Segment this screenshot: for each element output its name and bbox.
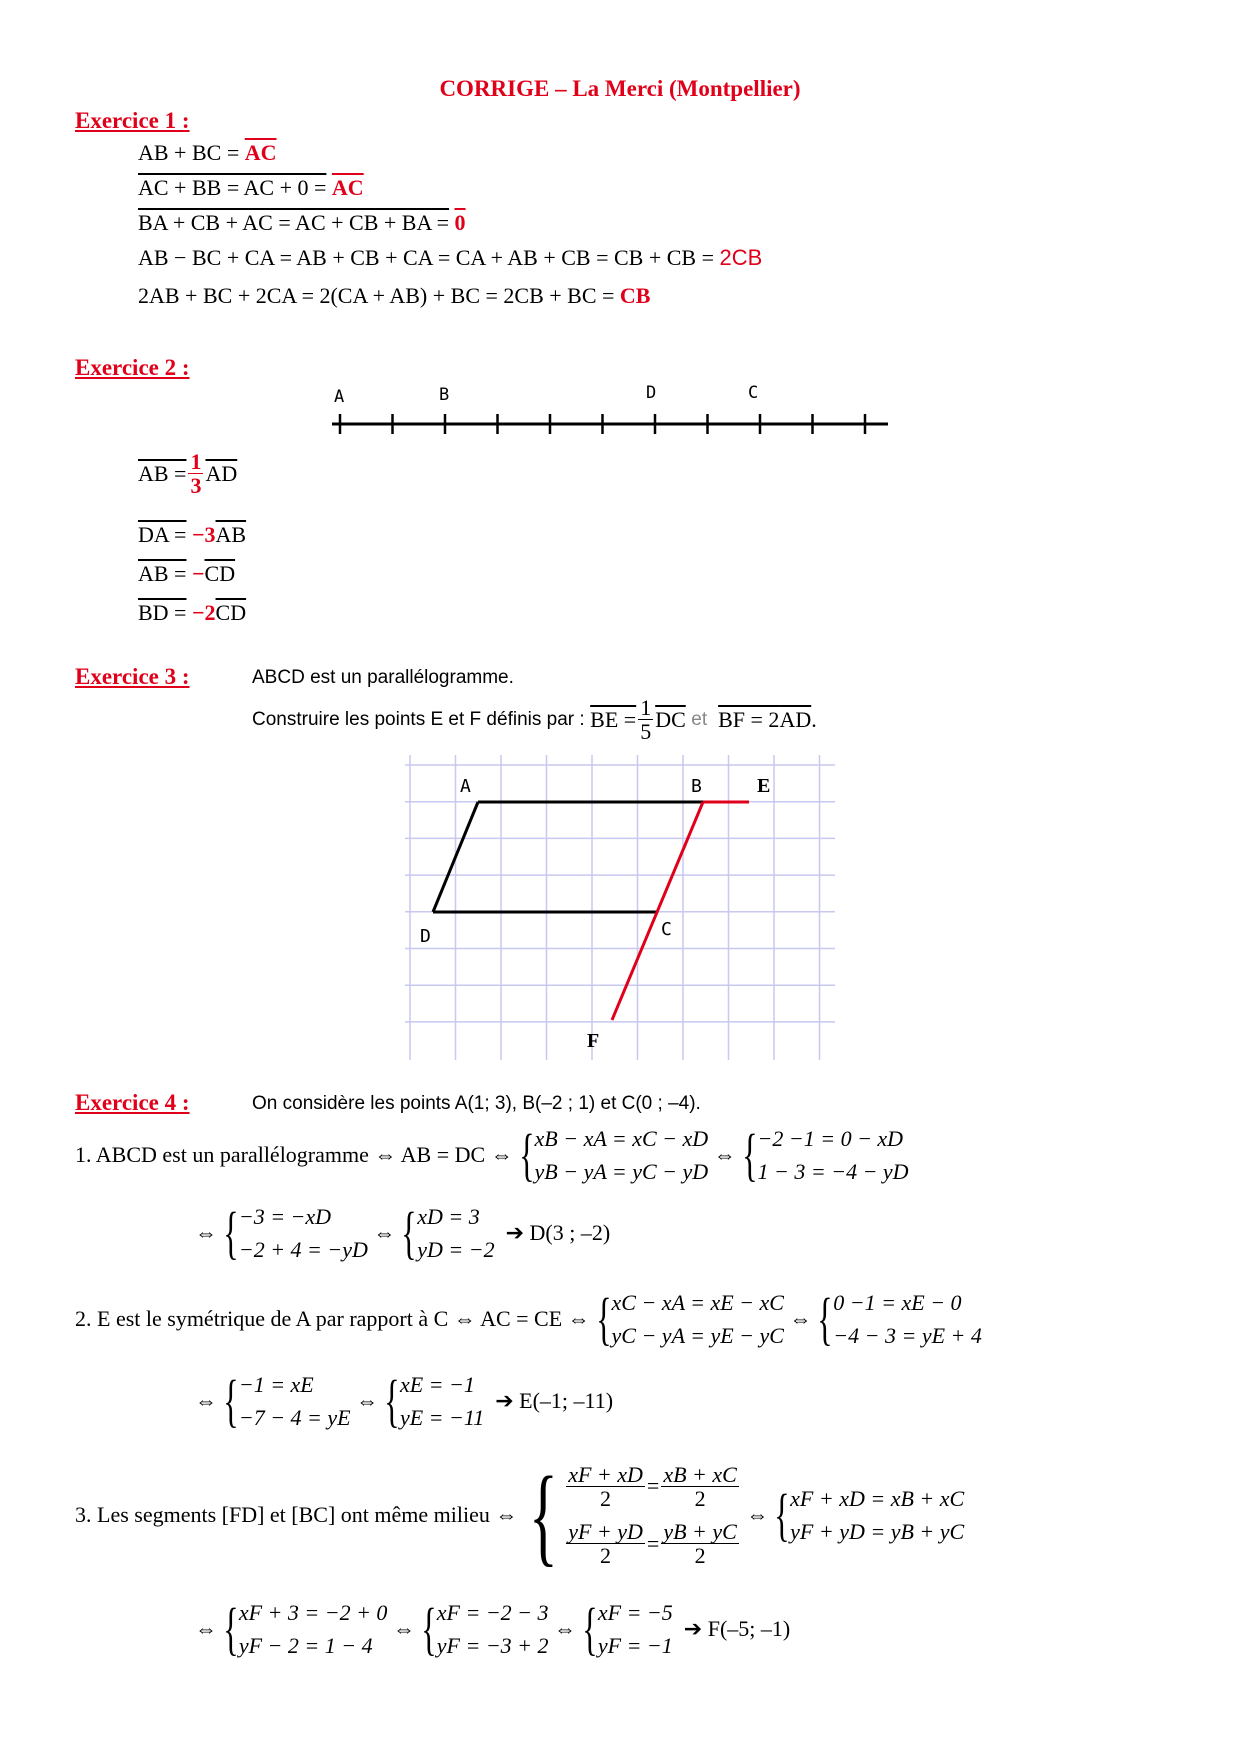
ex1-line-2: AC + BB = AC + $0 = \overline{AC}$ xyxy=(138,175,364,200)
vertex-b-label: B xyxy=(691,776,702,797)
ex4-q2-row2: ⇔ { −1 = xE −7 − 4 = yE ⇔ { xE = −1 yE = −11 ➔ E(–1; –11) xyxy=(195,1368,614,1433)
exercise-4-heading: Exercice 4 : xyxy=(75,1090,190,1115)
point-a-label: A xyxy=(334,387,345,407)
vertex-c-label: C xyxy=(661,919,672,940)
ex4-statement: On considère les points A(1; 3), B(–2 ; 1) et C(0 ; –4). xyxy=(252,1093,701,1114)
exercise-2-heading: Exercice 2 : xyxy=(75,355,190,380)
ex4-q2-row1: 2. E est le symétrique de A par rapport à C ⇔ AC = CE ⇔ { xC − xA = xE − xC yC − yA = yE − yC ⇔ { 0 −1 = xE − 0 −4 − 3 = yE + 4 xyxy=(75,1286,982,1351)
ex1-line-1: AB + BC = $\overline{AC}$ xyxy=(138,140,277,165)
exercise-3-heading: Exercice 3 : xyxy=(75,664,190,689)
point-b-label: B xyxy=(439,385,450,405)
point-f-label: F xyxy=(587,1030,600,1052)
ex4-q1-row2: ⇔ { −3 = −xD −2 + 4 = −yD ⇔ { xD = 3 yD = −2 ➔ D(3 ; –2) xyxy=(195,1200,611,1265)
point-e-label: E xyxy=(757,775,771,797)
ex1-line-4: AB − BC + CA = AB + CB + CA = CA + AB + CB = CB + CB = 2CB xyxy=(138,245,763,270)
ex3-statement: ABCD est un parallélogramme. xyxy=(252,667,514,688)
ex4-q3-row1: 3. Les segments [FD] et [BC] ont même milieu ⇔ { $\frac{xF + xD}{2}$ = $\frac{xB + xC}{2}$ $\frac{yF + yD}{2}$ = $\frac{yB + yC}{2}$ ⇔ { xF + xD = xB + xC yF + yD = yB + yC xyxy=(75,1454,965,1576)
vertex-d-label: D xyxy=(420,926,431,947)
ex4-q1-row1: 1. ABCD est un parallélogramme ⇔ AB = DC ⇔ { xB − xA = xC − xD yB − yA = yC − yD ⇔ { −2 −1 = 0 − xD 1 − 3 = −4 − yD xyxy=(75,1122,909,1187)
ex3-construct: Construire les points E et F définis par : BE = $\frac{1}{5}$ $\overline{DC}$ et BF = 2 $\overline{AD}$ . xyxy=(252,695,817,745)
page-title: CORRIGE – La Merci (Montpellier) xyxy=(439,76,801,101)
ex2-line-2: DA = $-3\overline{AB}$ xyxy=(138,522,247,547)
number-line xyxy=(320,380,900,440)
ex2-line-4: BD = $-2\overline{CD}$ xyxy=(138,600,247,625)
ex4-q3-row2: ⇔ { xF + 3 = −2 + 0 yF − 2 = 1 − 4 ⇔ { xF = −2 − 3 yF = −3 + 2 ⇔ { xF = −5 yF = −1 ➔ F(–5; –1) xyxy=(195,1596,791,1661)
exercise-1-heading: Exercice 1 : xyxy=(75,108,190,133)
ex1-line-3: BA + CB + AC = AC + CB + BA = 0 xyxy=(138,210,466,235)
ex2-line-1: AB = $\frac{1}{3}$ $\overline{AD}$ xyxy=(138,449,238,499)
point-c-label: C xyxy=(748,383,759,403)
parallelogram-figure xyxy=(405,755,835,1060)
ex1-line-5: 2AB + BC + 2CA = 2(CA + AB) + BC = 2CB + BC = CB xyxy=(138,283,651,308)
vertex-a-label: A xyxy=(460,776,471,797)
ex2-line-3: AB = $-\overline{CD}$ xyxy=(138,561,236,586)
point-d-label: D xyxy=(646,383,657,403)
